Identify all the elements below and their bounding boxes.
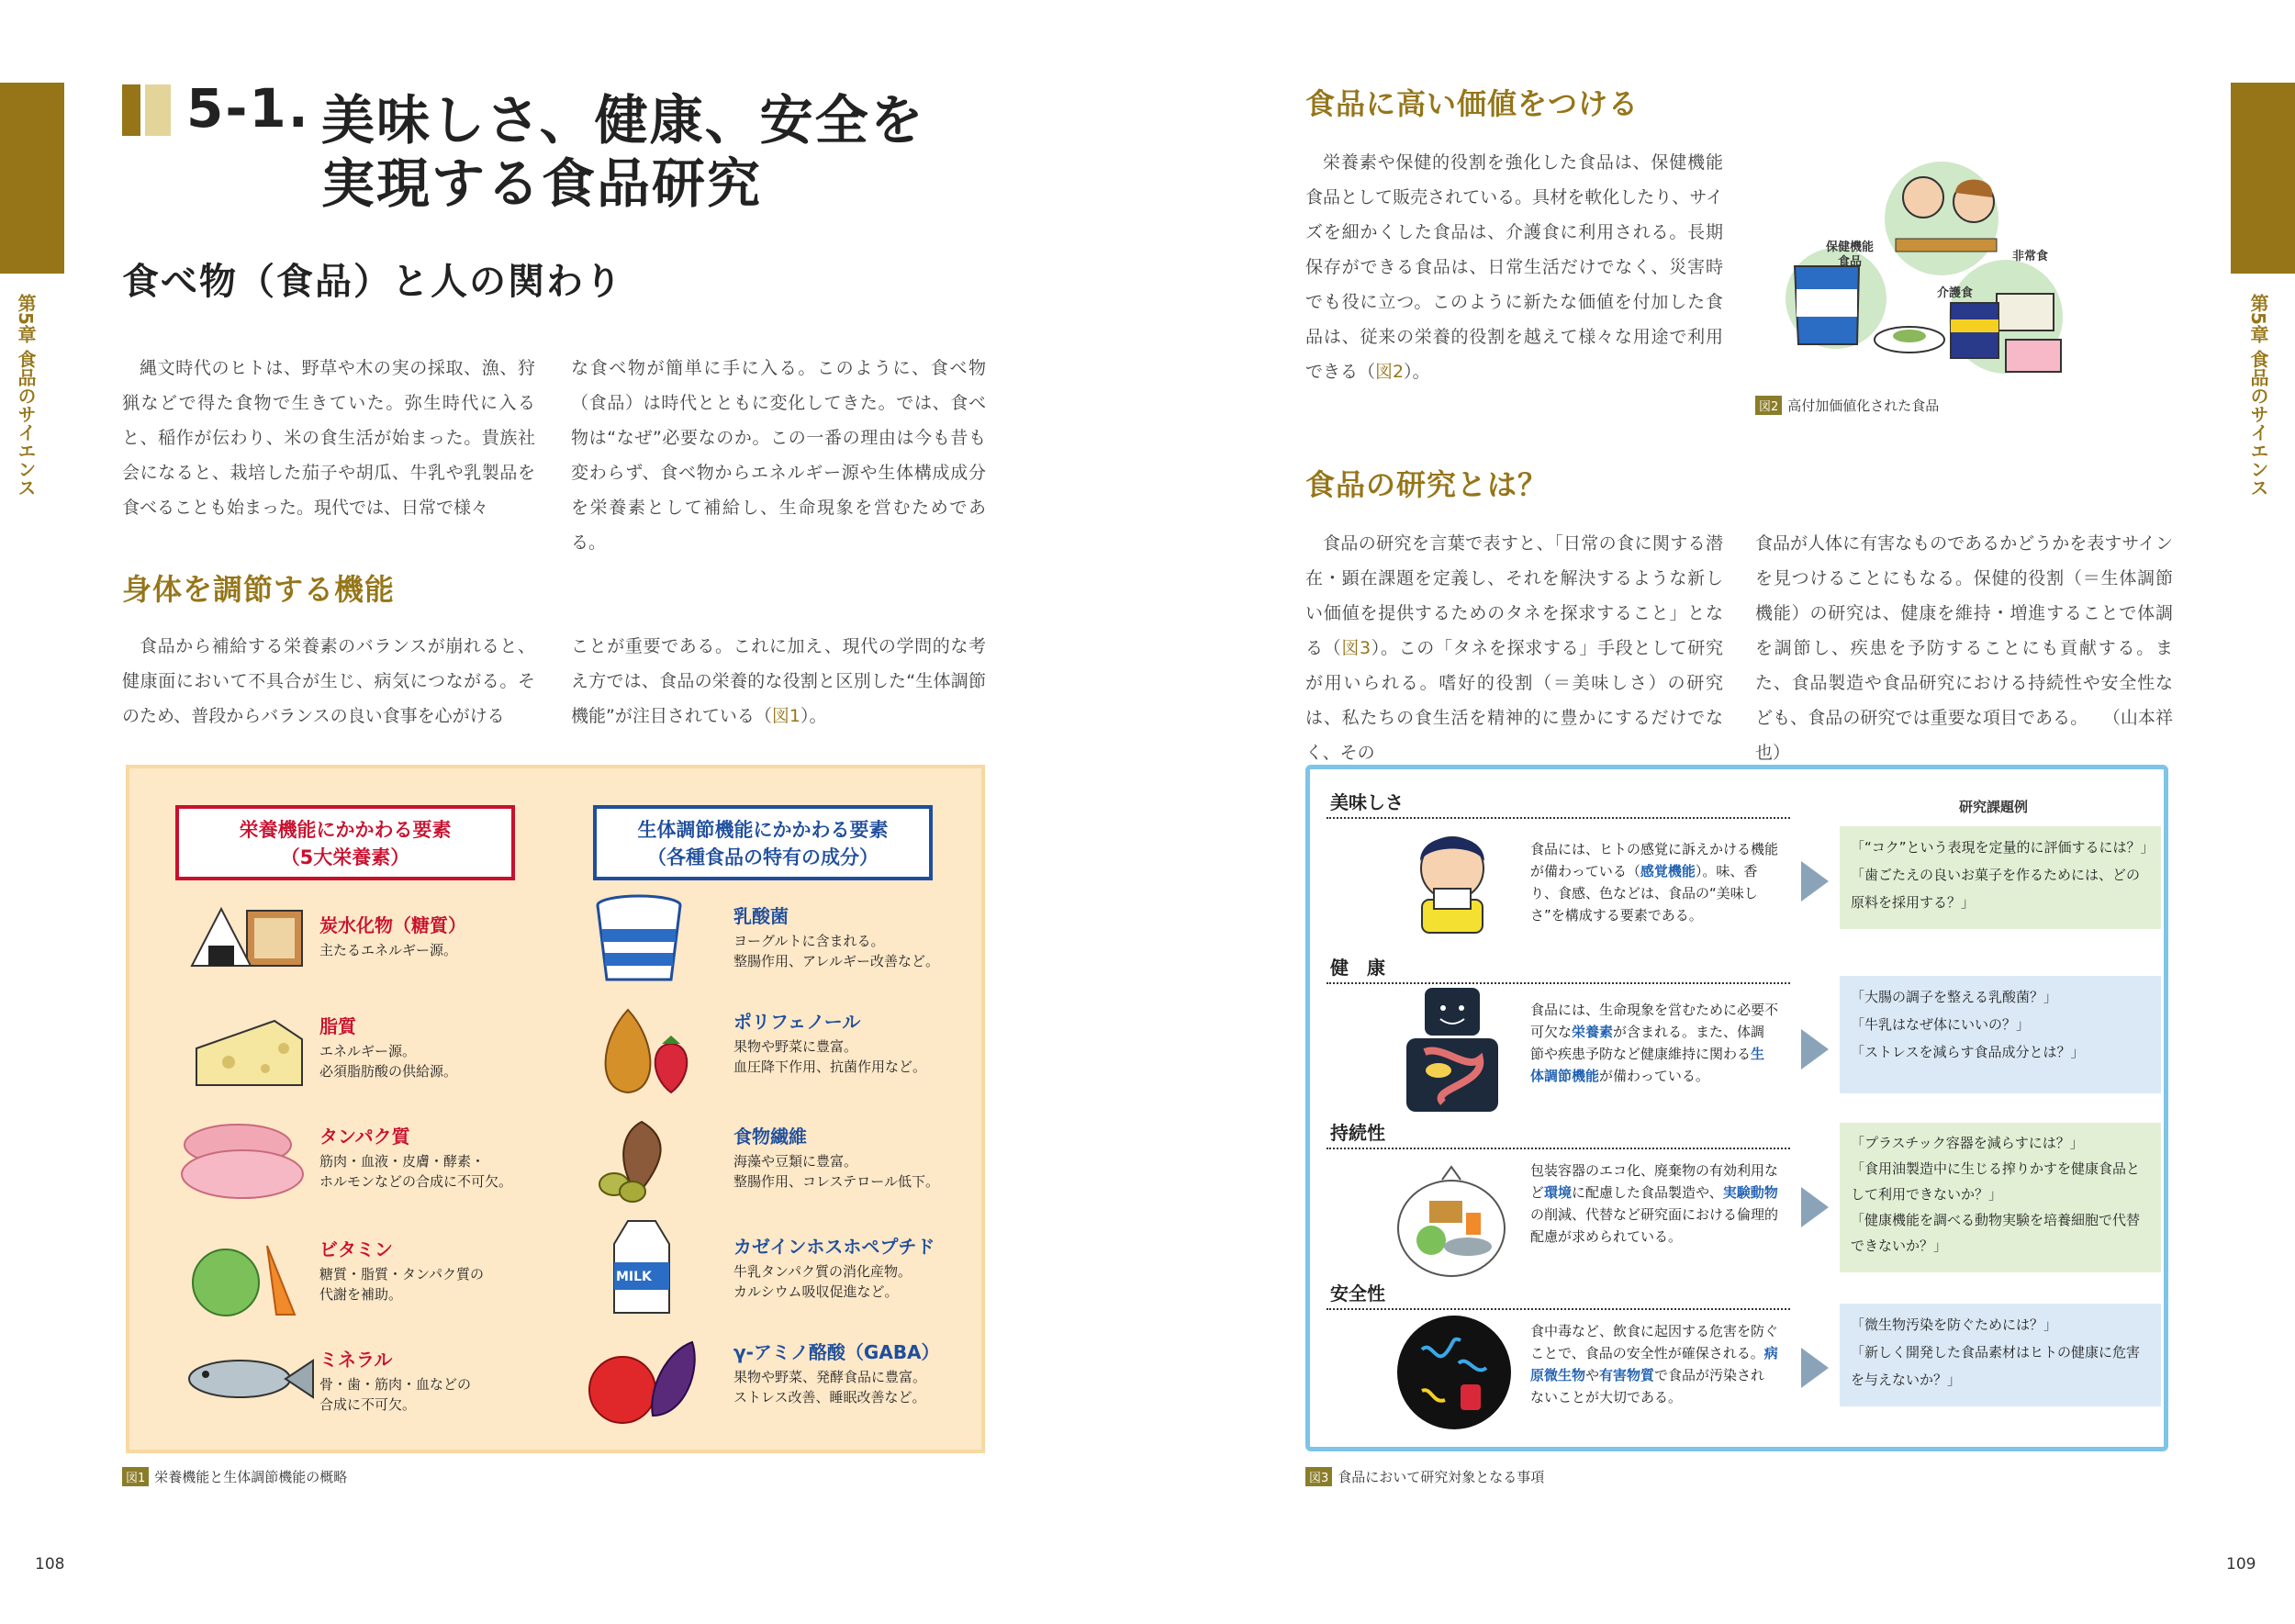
fig3-row-rule xyxy=(1327,1148,1790,1149)
chapter-label-right: 第5章 食品のサイエンス xyxy=(2247,294,2269,497)
child-eating-icon xyxy=(1402,824,1503,935)
fig1-caption: 図1 栄養機能と生体調節機能の概略 xyxy=(122,1467,347,1486)
nutrient-name: 脂質 xyxy=(319,1015,356,1037)
functional-desc: 果物や野菜、発酵食品に豊富。 ストレス改善、睡眠改善など。 xyxy=(733,1369,927,1406)
functional-name: カゼインホスホペプチド xyxy=(733,1236,935,1258)
fig1-panel xyxy=(126,765,985,1453)
milk-label: MILK xyxy=(616,1270,652,1284)
fig3-row-text: 包装容器のエコ化、廃棄物の有効利用など環境に配慮した食品製造や、実験動物の削減、代替など研究面における倫理的配慮が求められている。 xyxy=(1530,1162,1779,1245)
nutrient-name: ビタミン xyxy=(319,1238,393,1260)
fig2-label-emergency: 非常食 xyxy=(2012,250,2049,263)
nutrient-desc: 筋肉・血液・皮膚・酵素・ ホルモンなどの合成に不可欠。 xyxy=(319,1153,513,1190)
fig3-panel xyxy=(1305,765,2168,1451)
nutrient-name: タンパク質 xyxy=(319,1126,410,1148)
fig3-questions: 「“コク”という表現を定量的に評価するには？」 「歯ごたえの良いお菓子を作るためには、どの原料を採用する？」 xyxy=(1840,826,2161,929)
section3-text: 栄養素や保健的役割を強化した食品は、保健機能食品として販売されている。具材を軟化したり、サイズを細かくした食品は、介護食に利用される。長期保存ができる食品は、日常生活だけでなく、災害時でも役に立つ。このように新たな価値を付加した食品は、従来の栄養的役割を越えて様々な用途で利用できる（図2）。 xyxy=(1305,152,1723,382)
fig2-caption: 図2 高付加価値化された食品 xyxy=(1755,396,1939,415)
fig2-label-health: 保健機能食品 xyxy=(1825,241,1874,269)
section4-col2: 食品が人体に有害なものであるかどうかを表すサインを見つけることにもなる。保健的役割（＝生体調節機能）の研究は、健康を維持・増進することで体調を調節し、疾患を予防することにも貢献する。また、食品製造や食品研究における持続性や安全性なども、食品の研究では重要な項目である。 （山本祥也） xyxy=(1755,533,2173,763)
functional-desc: 果物や野菜に豊富。 血圧降下作用、抗菌作用など。 xyxy=(733,1038,927,1075)
section4-heading: 食品の研究とは？ xyxy=(1305,467,1549,502)
functional-name: γ-アミノ酪酸（GABA） xyxy=(733,1341,940,1363)
nutrient-desc: 骨・歯・筋肉・血などの 合成に不可欠。 xyxy=(319,1376,472,1413)
fig3-row-rule xyxy=(1327,1308,1790,1310)
section1-col1: 縄文時代のヒトは、野草や木の実の採取、漁、狩猟などで得た食物で生きていた。弥生時代に入ると、稲作が伝わり、米の食生活が始まった。貴族社会になると、栽培した茄子や胡瓜、牛乳や乳製品を食べることも始まった。現代では、日常で様々 xyxy=(122,358,535,518)
meat-icon xyxy=(174,1117,311,1204)
chapter-tab-right xyxy=(2231,83,2295,274)
onigiri-bread-icon xyxy=(183,902,311,984)
author: （山本祥也） xyxy=(1755,708,2173,763)
seaweed-beans-icon xyxy=(587,1113,697,1204)
functional-desc: 牛乳タンパク質の消化産物。 カルシウム吸収促進など。 xyxy=(733,1263,912,1300)
page-number-left: 108 xyxy=(35,1555,65,1574)
chapter-label-left: 第5章 食品のサイエンス xyxy=(15,294,37,497)
nutrient-desc: エネルギー源。 必須脂肪酸の供給源。 xyxy=(319,1043,458,1080)
fig3-row-heading: 持続性 xyxy=(1330,1122,1385,1144)
section3-heading: 食品に高い価値をつける xyxy=(1305,86,1640,121)
body-organs-icon xyxy=(1402,988,1503,1116)
functional-name: 食物繊維 xyxy=(733,1126,807,1148)
fig3-row-heading: 健 康 xyxy=(1330,957,1385,979)
functional-name: ポリフェノール xyxy=(733,1011,861,1033)
fig3-arrow xyxy=(1801,1348,1829,1388)
fig3-row-text: 食品には、ヒトの感覚に訴えかける機能が備わっている（感覚機能）。味、香り、食感、色などは、食品の“美味しさ”を構成する要素である。 xyxy=(1530,841,1779,924)
fig3-row-rule xyxy=(1327,982,1790,984)
nutrition-category-box: 栄養機能にかかわる要素 （5大栄養素） xyxy=(175,805,515,880)
fig3-arrow xyxy=(1801,861,1829,902)
title-number: 5-1. xyxy=(186,77,310,140)
section4-col1: 食品の研究を言葉で表すと、「日常の食に関する潜在・顕在課題を定義し、それを解決するような新しい価値を提供するためのタネを探求すること」となる（図3）。この「タネを探求する」手段として研究が用いられる。嗜好的役割（＝美味しさ）の研究は、私たちの食生活を精神的に豊かにするだけでなく、その xyxy=(1305,533,1723,763)
waste-bag-icon xyxy=(1394,1159,1509,1279)
functional-desc: ヨーグルトに含まれる。 整腸作用、アレルギー改善など。 xyxy=(733,933,940,969)
page-title-line1: 美味しさ、健康、安全を xyxy=(321,89,925,151)
section1-heading: 食べ物（食品）と人の関わり xyxy=(122,261,623,303)
functional-desc: 海藻や豆類に豊富。 整腸作用、コレステロール低下。 xyxy=(733,1153,939,1190)
microbe-icon xyxy=(1394,1313,1514,1432)
fig3-questions: 「微生物汚染を防ぐためには？」 「新しく開発した食品素材はヒトの健康に危害を与えないか？」 xyxy=(1840,1304,2161,1406)
vegetables-icon xyxy=(185,1227,313,1319)
nutrient-desc: 糖質・脂質・タンパク質の 代謝を補助。 xyxy=(319,1266,484,1303)
title-bar-marker xyxy=(122,84,140,136)
cheese-icon xyxy=(192,1012,311,1094)
page-title-line2: 実現する食品研究 xyxy=(321,152,763,215)
chapter-tab-left xyxy=(0,83,64,274)
fig3-caption: 図3 食品において研究対象となる事項 xyxy=(1305,1467,1544,1486)
page-number-right: 109 xyxy=(2226,1555,2256,1574)
fig3-row-text: 食中毒など、飲食に起因する危害を防ぐことで、食品の安全性が確保される。病原微生物や有害物質で食品が汚染されないことが大切である。 xyxy=(1530,1323,1779,1406)
fig3-row-text: 食品には、生命現象を営むために必要不可欠な栄養素が含まれる。また、体調節や疾患予防など健康維持に関わる生体調節機能が備わっている。 xyxy=(1530,1002,1779,1084)
milk-carton-icon xyxy=(605,1216,678,1317)
yogurt-cup-icon xyxy=(593,892,685,989)
title-bar-marker-light xyxy=(145,84,171,136)
functional-category-box: 生体調節機能にかかわる要素 （各種食品の特有の成分） xyxy=(593,805,933,880)
fig1-ref[interactable]: 図1 xyxy=(771,706,800,726)
fig3-questions: 「大腸の調子を整える乳酸菌？」 「牛乳はなぜ体にいいの？」 「ストレスを減らす食品成分とは？」 xyxy=(1840,976,2161,1093)
nutrient-desc: 主たるエネルギー源。 xyxy=(319,942,458,958)
tomato-eggplant-icon xyxy=(584,1333,703,1429)
fig2-ref[interactable]: 図2 xyxy=(1375,362,1405,382)
section1-col2: な食べ物が簡単に手に入る。このように、食べ物（食品）は時代とともに変化してきた。では、食べ物は“なぜ”必要なのか。この一番の理由は今も昔も変わらず、食べ物からエネルギー源や生体構成成分を栄養素として補給し、生命現象を営むためである。 xyxy=(571,358,986,553)
fig3-questions: 「プラスチック容器を減らすには？」 「食用油製造中に生じる搾りかすを健康食品として利用できないか？」 「健康機能を調べる動物実験を培養細胞で代替できないか？」 xyxy=(1840,1123,2161,1272)
examples-header: 研究課題例 xyxy=(1959,799,2029,815)
nutrient-name: 炭水化物（糖質） xyxy=(319,914,466,936)
fig3-row-rule xyxy=(1327,817,1790,819)
fish-icon xyxy=(180,1347,318,1411)
fig3-arrow xyxy=(1801,1187,1829,1227)
section2-heading: 身体を調節する機能 xyxy=(122,572,396,607)
fig3-row-heading: 安全性 xyxy=(1330,1282,1385,1305)
fig3-row-heading: 美味しさ xyxy=(1330,791,1404,813)
functional-name: 乳酸菌 xyxy=(733,905,789,927)
fig2-label-care: 介護食 xyxy=(1937,286,1974,300)
nutrient-name: ミネラル xyxy=(319,1349,393,1371)
section2-col1: 食品から補給する栄養素のバランスが崩れると、健康面において不具合が生じ、病気につながる。そのため、普段からバランスの良い食事を心がける xyxy=(122,636,535,726)
section2-col2: ことが重要である。これに加え、現代の学問的な考え方では、食品の栄養的な役割と区別した“生体調節機能”が注目されている（図1）。 xyxy=(571,636,986,726)
fig3-ref[interactable]: 図3 xyxy=(1341,638,1371,658)
fig3-arrow xyxy=(1801,1029,1829,1070)
onion-strawberry-icon xyxy=(587,1002,697,1099)
